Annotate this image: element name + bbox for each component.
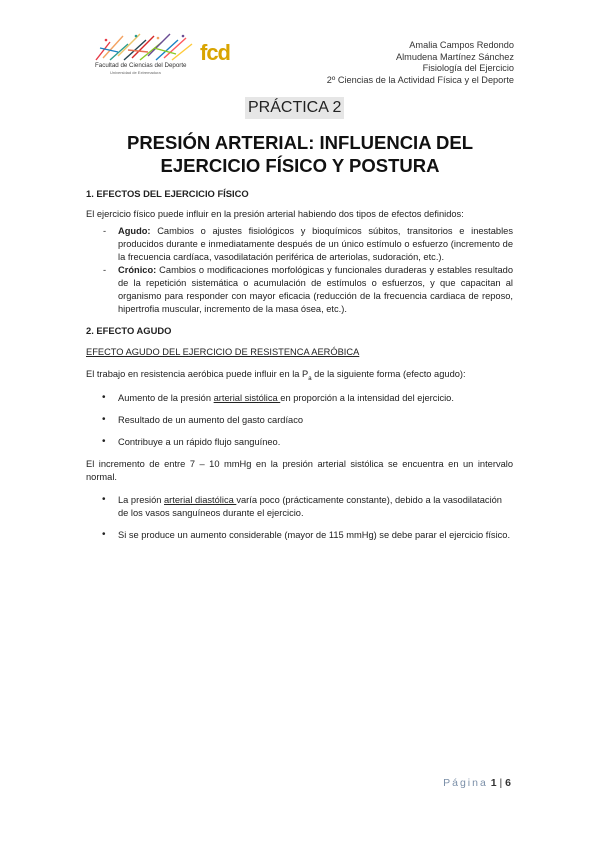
header-info <box>327 40 514 86</box>
section-1-heading: 1. EFECTOS DEL EJERCICIO FÍSICO <box>86 188 249 199</box>
bullet-marker: • <box>102 435 106 447</box>
bullet-text: Aumento de la presión <box>118 392 214 403</box>
list-item <box>86 529 513 542</box>
list-item <box>86 225 513 264</box>
course: 2º Ciencias de la Actividad Física y el Deporte <box>326 74 514 85</box>
bullet-text: La presión <box>118 494 164 505</box>
section-2-heading: 2. EFECTO AGUDO <box>86 325 172 336</box>
section-2-subheading: EFECTO AGUDO DEL EJERCICIO DE RESISTENCA AERÓBICA <box>86 347 360 357</box>
title-line-2: EJERCICIO FÍSICO Y POSTURA <box>160 155 440 176</box>
intro-text-a: El trabajo en resistencia aeróbica puede influir en la P <box>86 369 309 379</box>
bullet-underlined: arterial diastólica <box>164 494 237 505</box>
section-2-intro <box>86 368 513 386</box>
bullet-marker: • <box>102 391 106 403</box>
list-item <box>86 392 513 405</box>
bullet-text: Contribuye a un rápido flujo sanguíneo. <box>118 436 281 447</box>
term-chronic-text: Cambios o modificaciones morfológicas y funcionales duraderas y estables resultado de la repetición sistemática o acumulación de estímulos o esfuerzos, y que capacitan al organismo para responder con mayor eficacia (reducción de la frecuencia cardiaca de reposo, hipertrofia muscular, incremento de la masa ósea, etc.). <box>118 265 513 314</box>
author-2: Almudena Martínez Sánchez <box>396 51 514 62</box>
logo-subtext: Universidad de Extremadura <box>110 70 161 75</box>
bullet-marker: • <box>102 413 106 425</box>
dash-marker: - <box>103 265 107 275</box>
subject: Fisiología del Ejercicio <box>422 63 514 74</box>
bullet-text: Si se produce un aumento considerable (mayor de 115 mmHg) se debe parar el ejercicio físico. <box>118 529 511 540</box>
practice-label: PRÁCTICA 2 <box>245 97 344 119</box>
author-1: Amalia Campos Redondo <box>409 40 514 50</box>
acute-effects-list <box>86 392 513 449</box>
bullet-marker: • <box>102 528 106 540</box>
section-2-paragraph: El incremento de entre 7 – 10 mmHg en la presión arterial sistólica se encuentra en un intervalo normal. <box>86 458 513 482</box>
intro-text-b: de la siguiente forma (efecto agudo): <box>311 369 466 379</box>
page-number: 1 <box>490 777 497 789</box>
section-1-intro: El ejercicio físico puede influir en la presión arterial habiendo dos tipos de efectos definidos: <box>86 209 464 219</box>
bullet-text: Resultado de un aumento del gasto cardíaco <box>118 414 304 425</box>
term-acute-text: Cambios o ajustes fisiológicos y bioquímicos súbitos, transitorios e inestables producidos durante e inmediatamente después de un único estímulo o esfuerzo (incremento de la frecuencia cardíaca, vasodilatación periférica de arteriolas, sudoración, etc.). <box>118 226 513 262</box>
intro-subscript: a <box>308 375 312 382</box>
bullet-text-post: varía poco (prácticamente constante), debido a la vasodilatación de los vasos sanguíneos durante el ejercicio. <box>118 494 502 518</box>
dash-marker: - <box>103 226 107 236</box>
diastolic-list <box>86 494 513 542</box>
list-item <box>86 494 513 520</box>
effects-list <box>86 225 513 316</box>
document-body <box>86 187 513 551</box>
page-total: 6 <box>505 777 511 789</box>
page-footer <box>443 777 511 789</box>
document-title <box>80 131 520 177</box>
list-item <box>86 436 513 449</box>
list-item <box>86 264 513 316</box>
term-acute: Agudo: <box>118 226 151 236</box>
list-item <box>86 414 513 427</box>
page-separator: | <box>496 777 506 789</box>
title-line-1: PRESIÓN ARTERIAL: INFLUENCIA DEL <box>126 132 474 153</box>
logo-text: Facultad de Ciencias del Deporte <box>95 62 187 69</box>
bullet-marker: • <box>102 493 106 505</box>
page-word: Página <box>443 777 488 789</box>
term-chronic: Crónico: <box>118 265 157 275</box>
bullet-text-post: en proporción a la intensidad del ejercicio. <box>280 392 454 403</box>
bullet-underlined: arterial sistólica <box>213 392 281 403</box>
logo-mark: fcd <box>200 40 230 65</box>
